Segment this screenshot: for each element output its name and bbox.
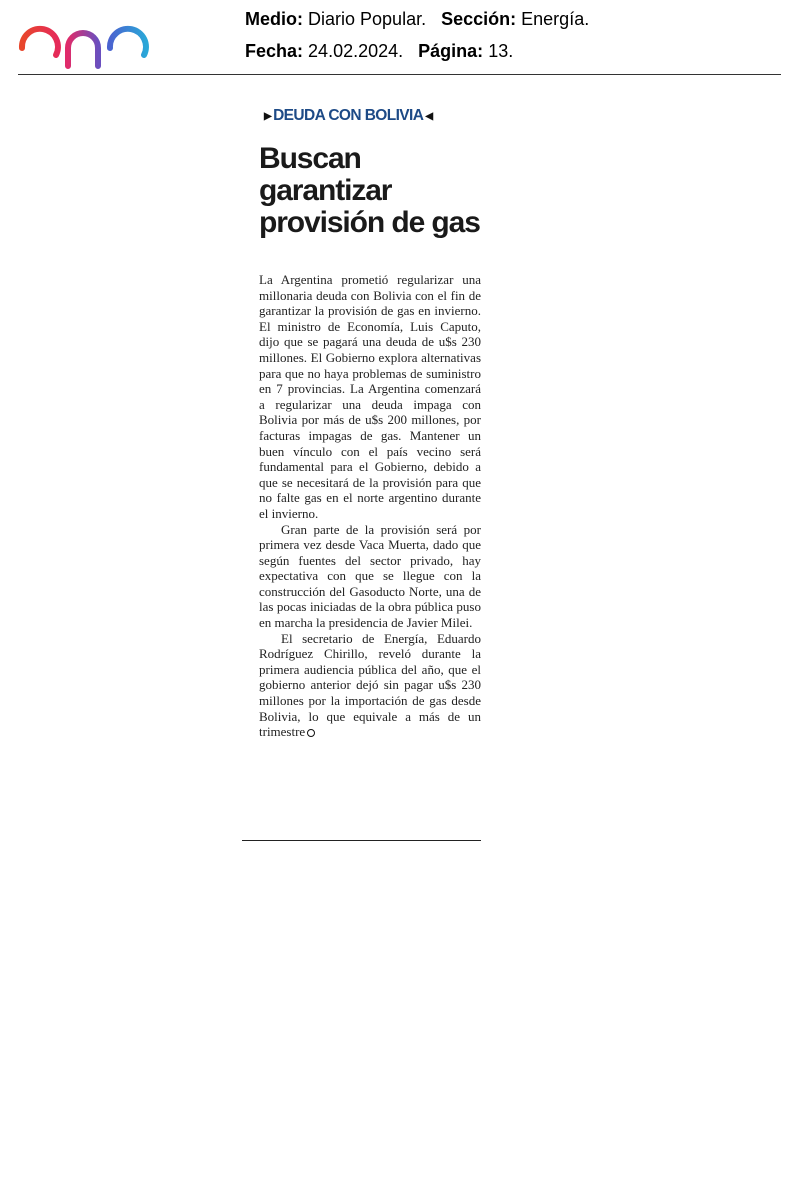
headline-line: garantizar [259,174,392,207]
paragraph [259,272,481,522]
paragraph-text: La Argentina prometió regularizar una millonaria deuda con Bolivia con el fin de garantizar la provisión de gas en invierno. El ministro de Economía, Luis Caputo, dijo que se pagará una deuda de u$s 230 millones. El Gobierno explora alternativas para que no haya problemas de suministro en 7 provincias. La Argentina comenzará a regularizar una deuda impaga con Bolivia por más de u$s 200 millones, por facturas impagas de gas. Mantener un buen vínculo con el país vecino será fundamental para el Gobierno, debido a que se necesitará de la provisión para que no falte gas en el norte argentino durante el invierno. [259,272,481,521]
paragraph-text: Gran parte de la provisión será por primera vez desde Vaca Muerta, dado que según fuentes del sector privado, hay expectativa con que se llegue con la construcción del Gasoducto Norte, una de las pocas iniciadas de la obra pública puso en marcha la presidencia de Javier Milei. [259,521,481,631]
end-mark-icon [307,729,315,737]
header-divider [18,74,781,75]
medio-seccion-row [245,8,589,40]
kicker-text: DEUDA CON BOLIVIA [273,107,424,124]
pagina-label: Página: [418,41,484,61]
medio-value: Diario Popular. [308,9,427,29]
paragraph [259,631,481,740]
medio-label: Medio: [245,9,303,29]
article-body [259,272,481,740]
pagina-value: 13. [488,41,514,61]
paragraph-text: El secretario de Energía, Eduardo Rodríguez Chirillo, reveló durante la primera audiencia pública del año, que el gobierno anterior dejó sin pagar u$s 230 millones por la importación de gas desde Bolivia, lo que equivale a más de un trimestre [259,630,481,740]
article-bottom-rule [242,840,481,841]
fecha-pagina-row [245,40,589,72]
seccion-value: Energía. [521,9,590,29]
paragraph [259,522,481,631]
clipping-metadata [245,8,589,72]
article-headline [259,143,499,239]
triangle-right-icon: ▶ [264,110,272,122]
fecha-label: Fecha: [245,41,304,61]
fecha-value: 24.02.2024. [308,41,404,61]
headline-line: Buscan [259,142,361,175]
enel-logo [16,8,181,70]
headline-line: provisión de gas [259,206,480,239]
article-kicker [264,107,432,125]
seccion-label: Sección: [441,9,517,29]
triangle-left-icon: ◀ [425,110,433,122]
